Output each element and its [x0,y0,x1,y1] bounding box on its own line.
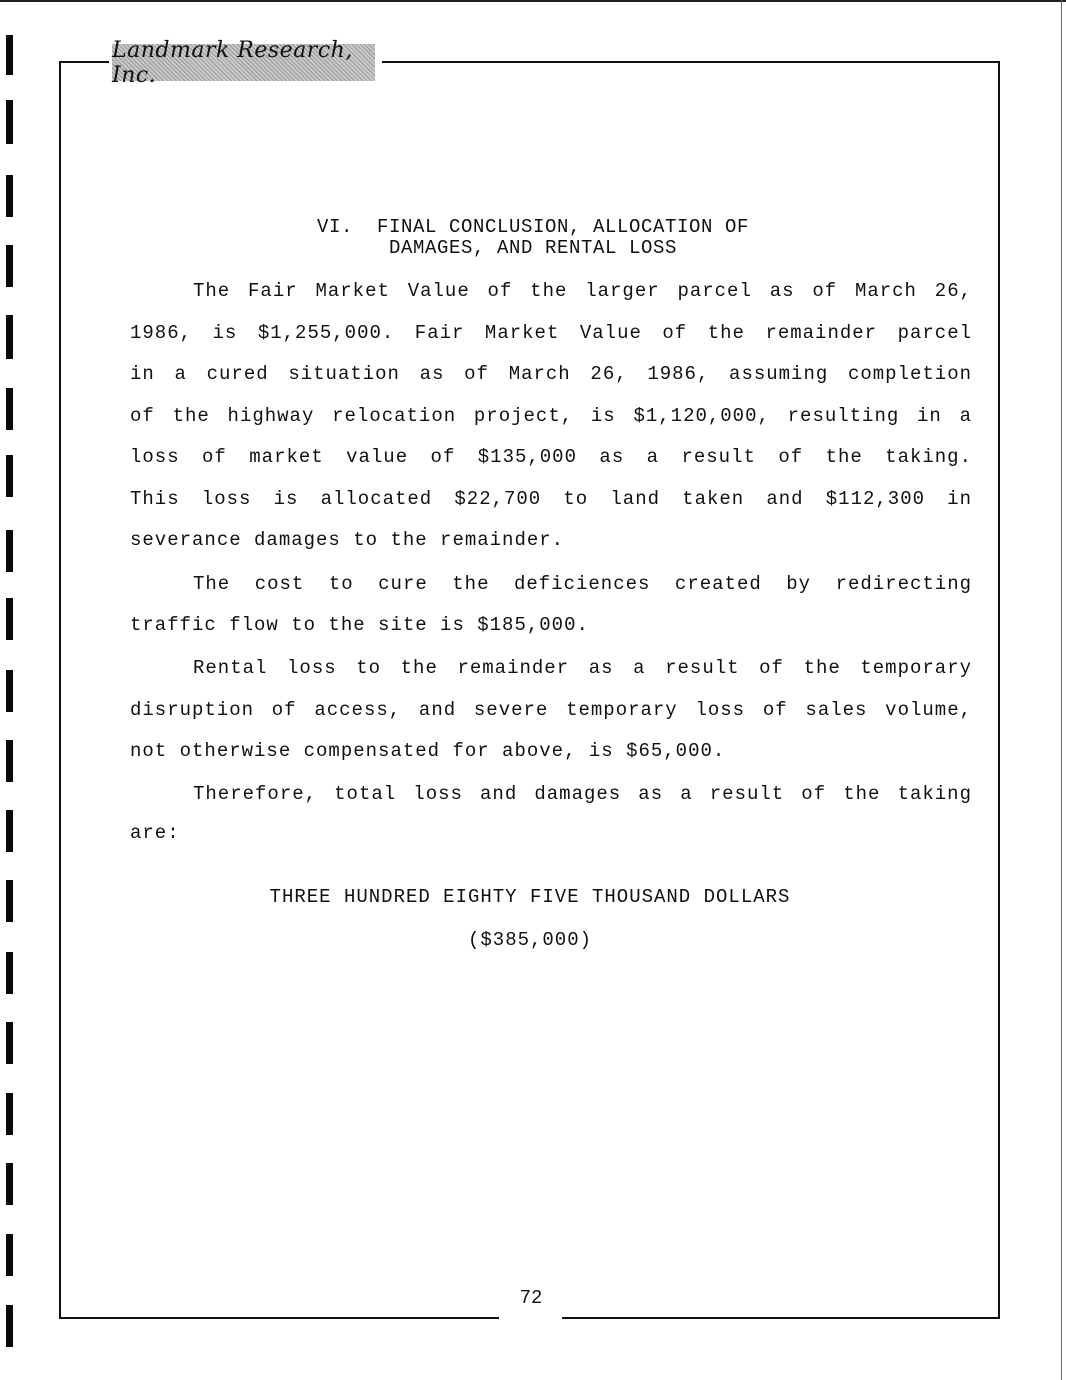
binding-mark [6,315,13,359]
binding-mark [6,670,13,712]
frame-right-rule [998,61,1000,1319]
body-line: severance damages to the remainder. [130,529,565,551]
page-number: 72 [519,1287,543,1309]
body-line: loss of market value of $135,000 as a result of the taking. [130,446,972,468]
binding-mark [6,100,13,144]
binding-mark [6,1022,13,1064]
binding-mark [6,530,13,572]
body-line: This loss is allocated $22,700 to land taken and $112,300 in [130,488,972,510]
binding-mark [6,810,13,852]
binding-mark [6,1093,13,1135]
total-amount: ($385,000) [467,929,593,951]
section-heading-line-1: VI. FINAL CONCLUSION, ALLOCATION OF [316,216,750,238]
body-line: The Fair Market Value of the larger parcel as of March 26, [193,280,972,302]
total-in-words: THREE HUNDRED EIGHTY FIVE THOUSAND DOLLARS [269,886,791,908]
body-line: disruption of access, and severe temporary loss of sales volume, [130,699,972,721]
binding-mark [6,952,13,994]
binding-mark [6,1305,13,1347]
frame-bottom-rule [59,1317,499,1319]
body-line: 1986, is $1,255,000. Fair Market Value of the remainder parcel [130,322,972,344]
binding-mark [6,35,13,75]
page-top-edge [0,0,1066,2]
binding-mark [6,245,13,287]
frame-top-rule [382,61,1000,63]
body-line: in a cured situation as of March 26, 1986, assuming completion [130,363,972,385]
frame-bottom-rule [562,1317,1000,1319]
binding-mark [6,880,13,922]
binding-mark [6,388,13,430]
body-line: traffic flow to the site is $185,000. [130,614,589,636]
body-line: Rental loss to the remainder as a result of the temporary [193,657,972,679]
binding-mark [6,455,13,497]
binding-mark [6,175,13,217]
body-line: of the highway relocation project, is $1,120,000, resulting in a [130,405,972,427]
page-right-edge [1061,0,1062,1380]
binding-mark [6,1163,13,1205]
section-heading-line-2: DAMAGES, AND RENTAL LOSS [388,237,678,259]
frame-top-rule [59,61,109,63]
binding-mark [6,598,13,640]
binding-mark [6,1234,13,1276]
body-line: are: [130,822,180,844]
body-line: The cost to cure the deficiences created by redirecting [193,573,972,595]
frame-left-rule [59,61,61,1319]
logo-text: Landmark Research, Inc. [112,37,353,88]
body-line: not otherwise compensated for above, is $65,000. [130,740,726,762]
company-logo [112,37,375,88]
body-line: Therefore, total loss and damages as a result of the taking [193,783,972,805]
binding-mark [6,740,13,782]
